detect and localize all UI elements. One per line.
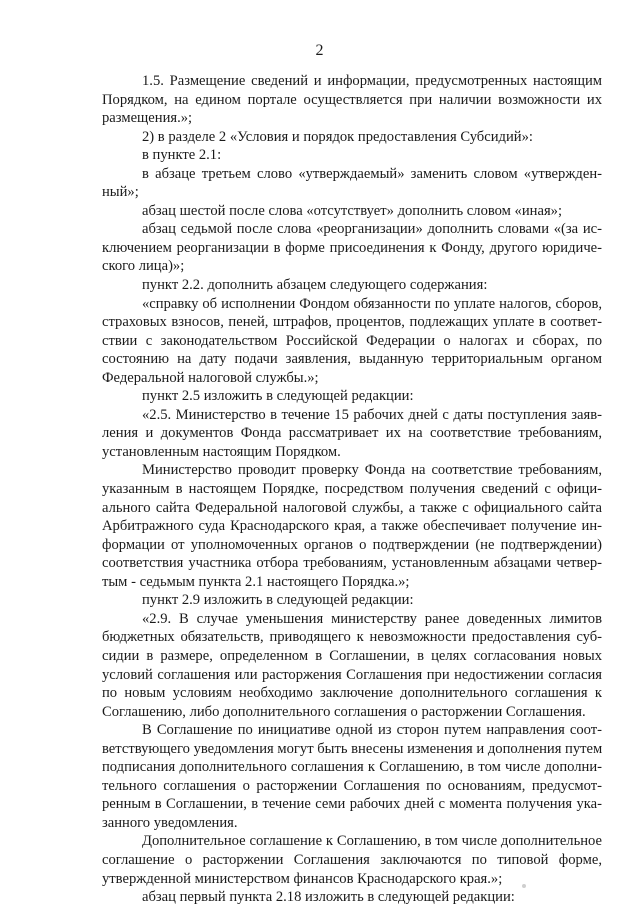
text-line: «справку об исполнении Фондом обязанности по уплате налогов, сборов,: [142, 295, 602, 312]
text-line: 1.5. Размещение сведений и информации, предусмотренных настоящим: [142, 73, 602, 89]
text-line: сидии в размере, определенном в Соглашении, в целях согласования новых: [102, 647, 602, 664]
text-line: ветствующего уведомления могут быть внесены изменения и дополнения путем: [102, 740, 603, 757]
paragraph: [102, 276, 602, 295]
paragraph: [102, 832, 602, 888]
document-body: [102, 72, 602, 907]
text-line: 2) в разделе 2 «Условия и порядок предоставления Субсидий»:: [142, 128, 533, 145]
text-line: утвержденной министерством финансов Краснодарского края.»;: [102, 870, 503, 887]
text-line: в пункте 2.1:: [142, 147, 222, 164]
text-line: ренным в Соглашении, в течение семи рабочих дней с момента получения ука-: [102, 796, 602, 813]
paragraph: [102, 461, 602, 591]
paragraph: [102, 72, 602, 128]
paragraph: [102, 165, 602, 202]
text-line: занного уведомления.: [102, 814, 238, 831]
text-line: «2.9. В случае уменьшения министерству ранее доведенных лимитов: [142, 610, 602, 627]
text-line: размещения.»;: [102, 110, 193, 127]
text-line: формации от уполномоченных органов о подтверждении (не подтверждении): [102, 536, 602, 553]
text-line: по новым условиям необходимо заключение дополнительного соглашения к: [102, 685, 602, 702]
text-line: Соглашению, либо дополнительного соглашения о расторжении Соглашения.: [102, 703, 586, 720]
text-line: ствии с законодательством Российской Федерации о налогах и сборах, по: [102, 332, 602, 349]
text-line: абзац первый пункта 2.18 изложить в следующей редакции:: [142, 889, 515, 906]
text-line: установленным настоящим Порядком.: [102, 443, 341, 460]
text-line: Министерство проводит проверку Фонда на соответствие требованиям,: [142, 462, 602, 479]
text-line: абзац шестой после слова «отсутствует» дополнить словом «иная»;: [142, 202, 563, 219]
text-line: указанным в настоящем Порядке, посредством получения сведений с офици-: [102, 481, 602, 498]
text-line: Порядком, на едином портале осуществляется при наличии возможности их: [102, 91, 602, 108]
text-line: пункт 2.5 изложить в следующей редакции:: [142, 388, 414, 405]
text-line: в абзаце третьем слово «утверждаемый» заменить словом «утвержден-: [142, 165, 602, 182]
paragraph: [102, 295, 602, 388]
paragraph: [102, 721, 602, 832]
text-line: соответствия участника отбора требованиям, установленным абзацами четвер-: [102, 555, 602, 572]
paragraph: [102, 591, 602, 610]
paragraph: [102, 387, 602, 406]
page-number: 2: [315, 42, 324, 59]
text-line: бюджетных обязательств, приводящего к невозможности предоставления суб-: [102, 629, 602, 646]
text-line: пункт 2.2. дополнить абзацем следующего содержания:: [142, 277, 488, 294]
text-line: состоянию на дату подачи заявления, выданную территориальным органом: [102, 351, 602, 368]
text-line: «2.5. Министерство в течение 15 рабочих дней с даты поступления заяв-: [142, 406, 602, 423]
text-line: пункт 2.9 изложить в следующей редакции:: [142, 592, 414, 609]
paragraph: [102, 220, 602, 276]
paragraph: [102, 202, 602, 221]
text-line: Дополнительное соглашение к Соглашению, в том числе дополнительное: [142, 833, 602, 850]
text-line: ный»;: [102, 184, 139, 201]
paragraph: [102, 610, 602, 721]
text-line: В Соглашение по инициативе одной из сторон путем направления соот-: [142, 722, 602, 739]
text-line: тым - седьмым пункта 2.1 настоящего Порядка.»;: [102, 573, 410, 590]
paragraph: [102, 128, 602, 147]
text-line: Федеральной налоговой службы.»;: [102, 369, 319, 386]
text-line: Арбитражного суда Краснодарского края, а также обеспечивает получение ин-: [102, 518, 602, 535]
scan-speck: [522, 884, 526, 888]
text-line: ального сайта Федеральной налоговой службы, а также с официального сайта: [102, 499, 602, 516]
paragraph: [102, 146, 602, 165]
paragraph: [102, 406, 602, 462]
text-line: ского лица)»;: [102, 258, 185, 275]
text-line: подписания дополнительного соглашения к Соглашению, в том числе дополни-: [102, 759, 602, 776]
text-line: страховых взносов, пеней, штрафов, процентов, подлежащих уплате в соответ-: [102, 314, 602, 331]
paragraph: [102, 888, 602, 907]
text-line: соглашение о расторжении Соглашения заключаются по типовой форме,: [102, 851, 602, 868]
text-line: тельного соглашения о расторжении Соглашения по основаниям, предусмот-: [102, 777, 602, 794]
text-line: ления и документов Фонда рассматривает их на соответствие требованиям,: [102, 425, 602, 442]
text-line: условий соглашения или расторжения Соглашения при недостижении согласия: [102, 666, 602, 683]
text-line: ключением реорганизации в форме присоединения к Фонду, другого юридиче-: [102, 239, 602, 256]
text-line: абзац седьмой после слова «реорганизации» дополнить словами «(за ис-: [142, 221, 602, 238]
